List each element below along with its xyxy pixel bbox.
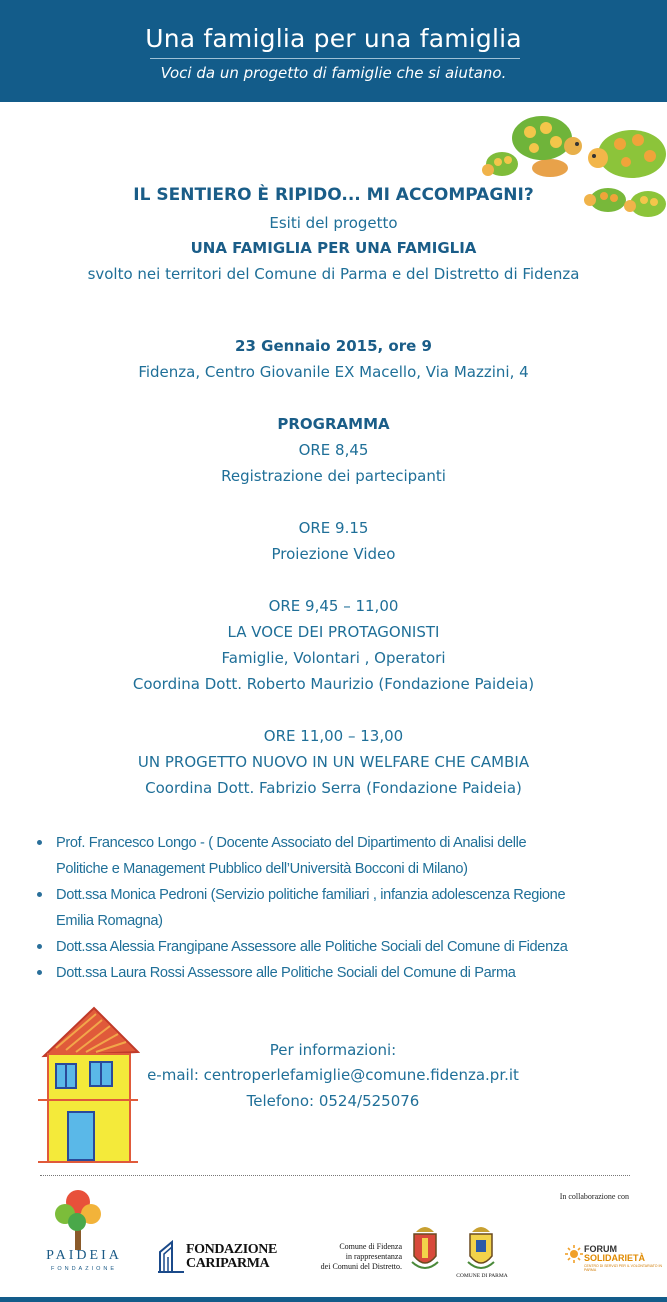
forum-line-1: FORUM [584, 1244, 617, 1254]
collab-label: In collaborazione con [559, 1192, 629, 1201]
info-email[interactable]: e-mail: centroperlefamiglie@comune.fidenza.pr.it [147, 1066, 519, 1084]
speaker-line: Emilia Romagna) [56, 913, 163, 929]
cariparma-line-1: FONDAZIONE [186, 1242, 277, 1257]
paideia-name: PAIDEIA [46, 1248, 122, 1263]
cariparma-logo-icon [156, 1240, 186, 1274]
bullet-dot [37, 840, 42, 845]
speakers-list [36, 830, 636, 986]
info-phone: Telefono: 0524/525076 [246, 1092, 420, 1110]
paideia-tree-icon [53, 1188, 103, 1250]
bullet-dot [37, 944, 42, 949]
speaker-line: Dott.ssa Monica Pedroni (Servizio politiche familiari , infanzia adolescenza Regione [56, 887, 566, 903]
program-line: LA VOCE DEI PROTAGONISTI [227, 623, 440, 641]
footer-divider [40, 1175, 630, 1176]
list-item [36, 934, 636, 960]
forum-line-2: SOLIDARIETÀ [584, 1253, 646, 1263]
comune-line: Comune di Fidenza [339, 1242, 402, 1251]
programma-heading: PROGRAMMA [277, 415, 390, 433]
intro-line-3: svolto nei territori del Comune di Parma e del Distretto di Fidenza [87, 265, 580, 283]
footer-bar [0, 1297, 667, 1302]
speaker-line: Dott.ssa Laura Rossi Assessore alle Politiche Sociali del Comune di Parma [56, 965, 516, 981]
parma-crest-icon [466, 1222, 496, 1274]
turtles-illustration [480, 108, 667, 230]
comune-parma-label: COMUNE DI PARMA [456, 1273, 508, 1279]
event-place: Fidenza, Centro Giovanile EX Macello, Via Mazzini, 4 [138, 363, 529, 381]
list-item [36, 882, 636, 934]
header-banner [0, 0, 667, 102]
comune-fidenza-text [300, 1242, 402, 1272]
speaker-line: Prof. Francesco Longo - ( Docente Associato del Dipartimento di Analisi delle [56, 835, 527, 851]
fidenza-crest-icon [410, 1222, 440, 1274]
list-item [36, 830, 636, 882]
header-title: Una famiglia per una famiglia [145, 24, 522, 53]
program-time: ORE 9,45 – 11,00 [268, 597, 399, 615]
paideia-subtitle: FONDAZIONE [50, 1266, 118, 1272]
comune-line: dei Comuni del Distretto. [320, 1262, 402, 1271]
bullet-dot [37, 970, 42, 975]
forum-sun-icon [565, 1245, 583, 1263]
bullet-dot [37, 892, 42, 897]
program-line: Famiglie, Volontari , Operatori [221, 649, 446, 667]
list-item [36, 960, 636, 986]
intro-line-1: Esiti del progetto [269, 214, 398, 232]
headline: IL SENTIERO È RIPIDO... MI ACCOMPAGNI? [133, 185, 534, 205]
program-time: ORE 8,45 [298, 441, 369, 459]
forum-subtitle: CENTRO DI SERVIZI PER IL VOLONTARIATO IN PARMA [584, 1264, 662, 1272]
comune-line: in rappresentanza [345, 1252, 402, 1261]
speaker-line: Politiche e Management Pubblico dell’Università Bocconi di Milano) [56, 861, 468, 877]
house-drawing [36, 1004, 140, 1166]
program-line: Proiezione Video [271, 545, 396, 563]
program-time: ORE 9.15 [298, 519, 369, 537]
program-line: Coordina Dott. Fabrizio Serra (Fondazione Paideia) [145, 779, 522, 797]
forum-name [584, 1245, 645, 1263]
info-title: Per informazioni: [269, 1041, 397, 1059]
program-line: Coordina Dott. Roberto Maurizio (Fondazione Paideia) [132, 675, 535, 693]
header-divider [150, 58, 520, 59]
speaker-line: Dott.ssa Alessia Frangipane Assessore alle Politiche Sociali del Comune di Fidenza [56, 939, 568, 955]
program-time: ORE 11,00 – 13,00 [263, 727, 404, 745]
program-line: Registrazione dei partecipanti [221, 467, 446, 485]
program-line: UN PROGETTO NUOVO IN UN WELFARE CHE CAMBIA [137, 753, 530, 771]
event-date: 23 Gennaio 2015, ore 9 [235, 337, 432, 355]
project-title: UNA FAMIGLIA PER UNA FAMIGLIA [190, 239, 477, 257]
header-subtitle: Voci da un progetto di famiglie che si aiutano. [160, 64, 507, 82]
cariparma-name [186, 1243, 277, 1271]
cariparma-line-2: CARIPARMA [186, 1256, 270, 1271]
